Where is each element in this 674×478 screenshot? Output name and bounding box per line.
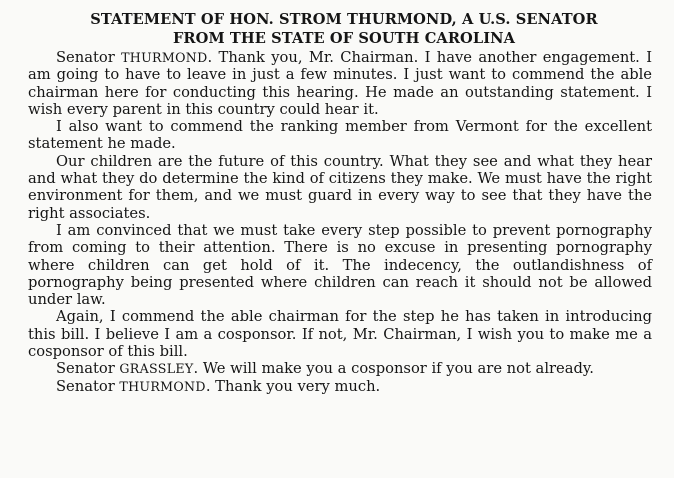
- paragraph: [28, 378, 652, 395]
- paragraph-text: I also want to commend the ranking member from Vermont for the excellent statement he made.: [28, 118, 652, 153]
- paragraph-text: I am convinced that we must take every step possible to prevent pornography from coming to their attention. There is no excuse in presenting pornography where children can get hold of it. The indecency, the outlandishness of pornography being presented where children can reach it should not be allowed under law.: [28, 221, 652, 309]
- speaker-prefix: Senator: [56, 377, 120, 395]
- paragraph: [28, 360, 652, 377]
- paragraph-text: . Thank you, Mr. Chairman. I have another engagement. I am going to have to leave in just a few minutes. I just want to commend the able chairman here for conducting this hearing. He made an outstanding statement. I wish every parent in this country could hear it.: [28, 49, 652, 118]
- paragraph-text: . We will make you a cosponsor if you are not already.: [193, 360, 594, 378]
- heading-line-2: FROM THE STATE OF SOUTH CAROLINA: [172, 30, 516, 47]
- speaker-prefix: Senator: [56, 360, 120, 378]
- paragraph: [28, 118, 652, 153]
- statement-heading: [36, 10, 652, 48]
- paragraph-text: . Thank you very much.: [205, 377, 381, 395]
- speaker-name: THURMOND: [121, 50, 208, 65]
- speaker-name: THURMOND: [119, 378, 206, 394]
- paragraph: [28, 308, 652, 360]
- paragraph-text: Again, I commend the able chairman for the step he has taken in introducing this bill. I believe I am a cosponsor. If not, Mr. Chairman, I wish you to make me a cosponsor of this bill.: [28, 308, 652, 361]
- statement-body: [28, 49, 652, 395]
- heading-line-1: STATEMENT OF HON. STROM THURMOND, A U.S. SENATOR: [90, 11, 598, 28]
- paragraph: [28, 49, 652, 118]
- paragraph: [28, 153, 652, 222]
- speaker-prefix: Senator: [56, 49, 122, 66]
- paragraph: [28, 222, 652, 308]
- paragraph-text: Our children are the future of this country. What they see and what they hear and what they do determine the kind of citizens they make. We must have the right environment for them, and we must guard in every way to see that they have the right associates.: [28, 152, 652, 222]
- speaker-name: GRASSLEY: [119, 361, 194, 377]
